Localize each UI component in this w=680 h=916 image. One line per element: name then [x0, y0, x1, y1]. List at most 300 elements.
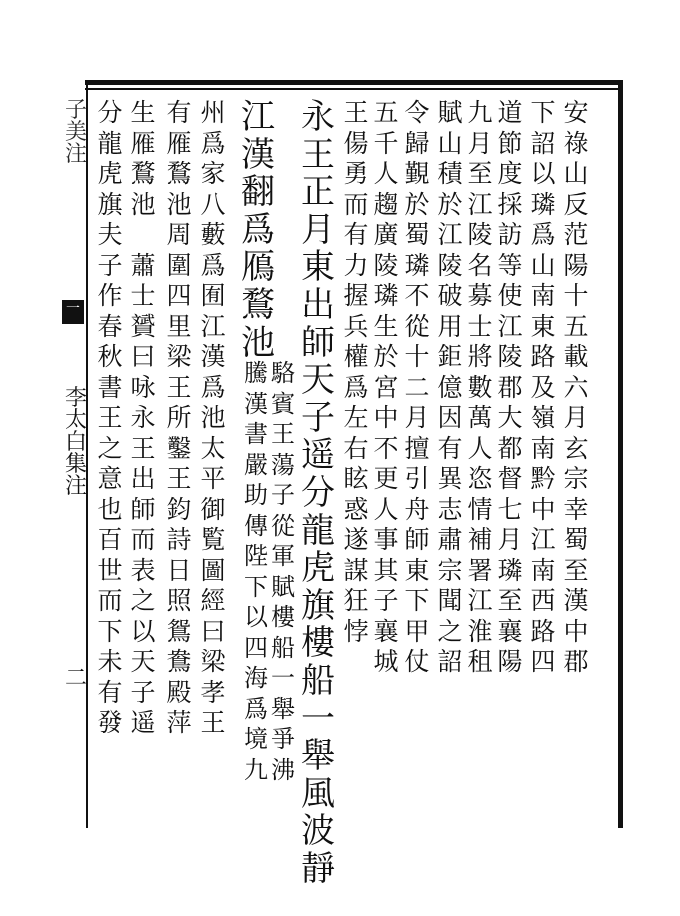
commentary-column	[270, 361, 296, 788]
character: 龍	[97, 128, 123, 158]
character: 南	[530, 555, 556, 585]
character: 有	[437, 433, 463, 463]
character: 陵	[437, 250, 463, 280]
character: 狂	[343, 586, 369, 615]
character: 翻	[241, 172, 275, 213]
character: 王	[130, 433, 156, 463]
character: 漢	[563, 586, 589, 615]
character: 路	[530, 616, 556, 646]
character: 白	[64, 430, 87, 455]
character: 虎	[301, 548, 335, 589]
character: 南	[530, 281, 556, 310]
character: 駱	[271, 359, 295, 387]
character: 舉	[271, 694, 295, 723]
character: 鶩	[241, 284, 275, 325]
character: 蜀	[563, 525, 589, 554]
character: 中	[373, 403, 399, 432]
character: 於	[373, 342, 399, 371]
character: 因	[437, 403, 463, 432]
character: 李	[64, 386, 87, 411]
character: 襄	[497, 616, 523, 646]
character: 鈞	[166, 494, 192, 524]
character: 池	[130, 189, 156, 219]
character: 梁	[200, 647, 226, 676]
character: 中	[530, 494, 556, 524]
commentary-column	[373, 100, 399, 680]
character: 海	[244, 664, 268, 692]
character: 名	[467, 250, 493, 280]
character: 陽	[563, 250, 589, 280]
character: 作	[97, 281, 123, 310]
character: 雁	[166, 128, 192, 158]
character: 之	[437, 616, 463, 646]
character: 百	[97, 525, 123, 554]
character: 山	[530, 250, 556, 280]
character: 遂	[343, 525, 369, 554]
character: 士	[130, 281, 156, 310]
character: 船	[301, 660, 335, 701]
character: 江	[200, 311, 226, 341]
character: 黔	[530, 464, 556, 493]
character: 而	[343, 189, 369, 219]
character: 王	[200, 708, 226, 737]
character: 東	[301, 247, 335, 288]
character: 十	[563, 281, 589, 310]
character: 肅	[437, 525, 463, 554]
character: 城	[373, 647, 399, 676]
character: 生	[130, 98, 156, 127]
character: 十	[404, 342, 430, 371]
main-text-column	[240, 97, 276, 363]
character: 破	[437, 281, 463, 310]
character: 積	[437, 159, 463, 188]
character: 引	[404, 464, 430, 493]
commentary-column	[404, 100, 430, 680]
character: 舟	[404, 494, 430, 524]
character: 靜	[301, 848, 335, 889]
character: 情	[467, 494, 493, 524]
character: 江	[467, 189, 493, 219]
character: 九	[467, 98, 493, 127]
commentary-column	[497, 100, 523, 680]
character: 周	[166, 220, 192, 249]
character: 祿	[563, 128, 589, 158]
character: 爲	[244, 694, 268, 723]
character: 春	[97, 311, 123, 341]
character: 月	[301, 209, 335, 250]
character: 七	[497, 494, 523, 524]
character: 中	[563, 616, 589, 646]
character: 爲	[530, 220, 556, 249]
character: 於	[404, 189, 430, 219]
character: 藪	[200, 220, 226, 249]
character: 志	[437, 494, 463, 524]
character: 之	[97, 433, 123, 463]
character: 詔	[437, 647, 463, 676]
character: 度	[497, 159, 523, 188]
character: 范	[563, 220, 589, 249]
character: 月	[404, 403, 430, 432]
character: 擅	[404, 433, 430, 463]
character: 沸	[271, 755, 295, 784]
character: 偒	[343, 128, 369, 158]
character: 州	[200, 98, 226, 127]
character: 天	[130, 647, 156, 676]
character: 爲	[200, 250, 226, 280]
character: 分	[301, 472, 335, 513]
character: 載	[563, 342, 589, 371]
character: 眩	[343, 464, 369, 493]
character: 以	[244, 603, 268, 631]
character: 令	[404, 98, 430, 127]
character: 都	[497, 433, 523, 463]
character: 握	[343, 281, 369, 310]
character: 蜀	[404, 220, 430, 249]
character: 傳	[244, 511, 268, 540]
character: 趨	[373, 189, 399, 219]
character: 殿	[166, 677, 192, 707]
character: 數	[467, 372, 493, 402]
character: 下	[530, 98, 556, 127]
character: 一	[301, 698, 335, 739]
character: 旗	[301, 585, 335, 626]
character: 異	[437, 464, 463, 493]
commentary-column	[130, 100, 156, 741]
character: 五	[563, 311, 589, 341]
character: 王	[301, 134, 335, 175]
character: 雁	[130, 128, 156, 158]
character: 萍	[166, 708, 192, 737]
character: 璘	[373, 281, 399, 310]
character: 有	[166, 98, 192, 127]
character: 一	[271, 664, 295, 692]
character: 表	[130, 555, 156, 585]
character: 二	[404, 372, 430, 402]
character: 至	[467, 159, 493, 188]
character: 而	[130, 525, 156, 554]
character: 王	[343, 98, 369, 127]
character: 四	[244, 633, 268, 662]
character: 下	[404, 586, 430, 615]
character: 孝	[200, 677, 226, 707]
character: 龍	[301, 510, 335, 551]
character: 漢	[244, 389, 268, 418]
character: 御	[200, 494, 226, 524]
character: 採	[497, 189, 523, 219]
character: 出	[130, 464, 156, 493]
character: 出	[301, 284, 335, 325]
character: 照	[166, 586, 192, 615]
character: 所	[166, 403, 192, 432]
character: 淮	[467, 616, 493, 646]
character: 王	[166, 372, 192, 402]
commentary-column	[467, 100, 493, 680]
character: 左	[343, 403, 369, 432]
character: 鑿	[166, 433, 192, 463]
character: 王	[97, 403, 123, 432]
character: 督	[497, 464, 523, 493]
character: 鴛	[166, 616, 192, 646]
character: 歸	[404, 128, 430, 158]
commentary-column	[200, 100, 226, 741]
character: 秋	[97, 342, 123, 371]
character: 大	[497, 403, 523, 432]
character: 江	[467, 586, 493, 615]
character: 江	[241, 97, 275, 137]
character: 仗	[404, 647, 430, 676]
character: 勇	[343, 159, 369, 188]
right-border	[618, 80, 623, 828]
character: 更	[373, 464, 399, 493]
character: 四	[530, 647, 556, 676]
character: 補	[467, 525, 493, 554]
character: 賦	[271, 572, 295, 601]
character: 悖	[343, 616, 369, 646]
character: 發	[97, 708, 123, 737]
character: 軍	[271, 542, 295, 570]
character: 蕩	[271, 450, 295, 479]
character: 郡	[497, 372, 523, 402]
character: 贇	[130, 311, 156, 341]
character: 子	[130, 677, 156, 707]
main-text-column	[300, 97, 336, 889]
character: 璘	[530, 189, 556, 219]
character: 漢	[200, 342, 226, 371]
character: 安	[563, 98, 589, 127]
character: 陵	[467, 220, 493, 249]
character: 爲	[241, 209, 275, 250]
character: 反	[563, 189, 589, 219]
character: 正	[301, 172, 335, 213]
character: 至	[563, 555, 589, 585]
commentary-column	[243, 361, 269, 788]
character: 於	[437, 189, 463, 219]
character: 陵	[497, 342, 523, 371]
character: 太	[200, 433, 226, 463]
character: 千	[373, 128, 399, 158]
character: 甲	[404, 616, 430, 646]
character: 分	[97, 98, 123, 127]
character: 虎	[97, 159, 123, 188]
character: 囿	[200, 281, 226, 310]
character: 曰	[200, 616, 226, 646]
character: 幸	[563, 494, 589, 524]
character: 億	[437, 372, 463, 402]
character: 波	[301, 811, 335, 852]
character: 也	[97, 494, 123, 524]
character: 遥	[130, 708, 156, 737]
character: 月	[497, 525, 523, 554]
character: 人	[467, 433, 493, 463]
character: 不	[404, 281, 430, 310]
character: 從	[271, 511, 295, 540]
character: 以	[530, 159, 556, 188]
character: 五	[373, 98, 399, 127]
character: 鶩	[130, 159, 156, 188]
character: 宗	[437, 555, 463, 585]
character: 未	[97, 647, 123, 676]
character: 爲	[200, 372, 226, 402]
margin-black-block: 一	[62, 300, 84, 324]
character: 等	[497, 250, 523, 280]
character: 騰	[244, 359, 268, 387]
character: 江	[437, 220, 463, 249]
character: 太	[64, 408, 87, 433]
character: 賓	[271, 389, 295, 418]
commentary-column	[437, 100, 463, 680]
character: 東	[530, 311, 556, 341]
character: 師	[301, 322, 335, 363]
character: 舉	[301, 736, 335, 777]
character: 有	[97, 677, 123, 707]
character: 璘	[497, 555, 523, 585]
character: 師	[404, 525, 430, 554]
character: 而	[97, 586, 123, 615]
character: 謀	[343, 555, 369, 585]
character: 宮	[373, 372, 399, 402]
character: 南	[530, 433, 556, 463]
character: 夫	[97, 220, 123, 249]
character: 江	[530, 525, 556, 554]
character: 廣	[373, 220, 399, 249]
character: 蕭	[130, 250, 156, 280]
character: 郡	[563, 647, 589, 676]
character: 鉅	[437, 342, 463, 371]
character: 經	[200, 586, 226, 615]
character: 力	[343, 250, 369, 280]
character: 用	[437, 311, 463, 341]
commentary-column	[343, 100, 369, 649]
character: 陛	[244, 542, 268, 570]
character: 鶩	[166, 159, 192, 188]
character: 爲	[200, 128, 226, 158]
character: 王	[166, 464, 192, 493]
character: 事	[373, 525, 399, 554]
margin-header-glyphs	[64, 100, 88, 166]
character: 江	[497, 311, 523, 341]
character: 美	[64, 120, 87, 145]
character: 爲	[343, 372, 369, 402]
character: 船	[271, 633, 295, 662]
commentary-column	[166, 100, 192, 741]
character: 山	[437, 128, 463, 158]
character: 其	[373, 555, 399, 585]
commentary-column	[563, 100, 589, 680]
character: 士	[467, 311, 493, 341]
character: 圍	[166, 250, 192, 280]
character: 梁	[166, 342, 192, 371]
character: 池	[200, 403, 226, 432]
character: 璘	[404, 250, 430, 280]
character: 天	[301, 360, 335, 401]
margin-book-title	[64, 388, 88, 498]
character: 節	[497, 128, 523, 158]
character: 署	[467, 555, 493, 585]
character: 師	[130, 494, 156, 524]
character: 人	[373, 159, 399, 188]
character: 以	[130, 616, 156, 646]
character: 有	[343, 220, 369, 249]
character: 九	[244, 755, 268, 784]
character: 池	[241, 322, 275, 363]
character: 至	[497, 586, 523, 615]
character: 覲	[404, 159, 430, 188]
character: 襄	[373, 616, 399, 646]
character: 八	[200, 189, 226, 219]
character: 子	[271, 481, 295, 509]
character: 池	[166, 189, 192, 219]
character: 四	[166, 281, 192, 310]
character: 里	[166, 311, 192, 341]
margin-page-number	[64, 668, 88, 690]
character: 東	[404, 555, 430, 585]
character: 注	[64, 474, 87, 499]
character: 爭	[271, 725, 295, 753]
character: 租	[467, 647, 493, 676]
character: 家	[200, 159, 226, 188]
character: 詩	[166, 525, 192, 554]
character: 樓	[271, 603, 295, 631]
character: 遥	[301, 435, 335, 476]
character: 助	[244, 481, 268, 509]
character: 恣	[467, 464, 493, 493]
character: 萬	[467, 403, 493, 432]
character: 鴦	[166, 647, 192, 676]
character: 鴈	[241, 247, 275, 288]
character: 子	[301, 397, 335, 438]
character: 注	[64, 142, 87, 167]
character: 賦	[437, 98, 463, 127]
character: 將	[467, 342, 493, 371]
character: 月	[563, 403, 589, 432]
character: 子	[97, 250, 123, 280]
character: 山	[563, 159, 589, 188]
character: 之	[130, 586, 156, 615]
character: 集	[64, 452, 87, 477]
character: 從	[404, 311, 430, 341]
character: 世	[97, 555, 123, 585]
character: 兵	[343, 311, 369, 341]
commentary-column	[97, 100, 123, 741]
character: 旗	[97, 189, 123, 219]
character: 圖	[200, 555, 226, 585]
character: 右	[343, 433, 369, 463]
character: 惑	[343, 494, 369, 524]
character: 路	[530, 342, 556, 371]
character: 永	[130, 403, 156, 432]
character: 使	[497, 281, 523, 310]
character: 道	[497, 98, 523, 127]
character: 王	[271, 420, 295, 448]
character: 人	[373, 494, 399, 524]
character: 嶺	[530, 403, 556, 432]
character: 生	[373, 311, 399, 341]
character: 訪	[497, 220, 523, 249]
character: 詔	[530, 128, 556, 158]
character: 下	[97, 616, 123, 646]
character: 平	[200, 464, 226, 493]
character: 書	[244, 420, 268, 448]
character: 不	[373, 433, 399, 463]
character: 月	[467, 128, 493, 158]
character: 子	[64, 98, 87, 123]
commentary-column	[530, 100, 556, 680]
character: 意	[97, 464, 123, 493]
top-border	[85, 80, 621, 85]
character: 六	[563, 372, 589, 402]
top-border-inner	[85, 88, 621, 90]
character: 曰	[130, 342, 156, 371]
